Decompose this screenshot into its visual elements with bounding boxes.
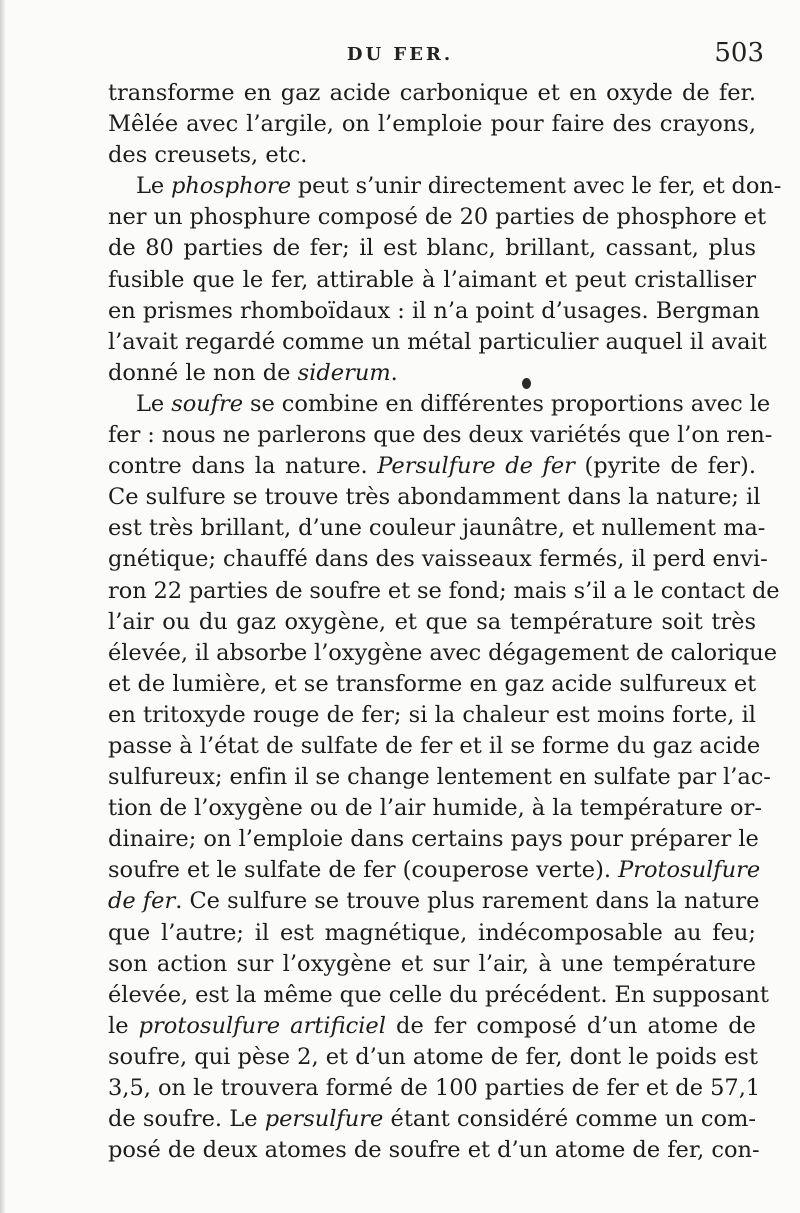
text-line xyxy=(108,1104,756,1135)
text-line xyxy=(108,140,756,171)
text-line xyxy=(108,918,756,949)
text-run: donné le non de xyxy=(108,359,298,386)
ink-speck xyxy=(522,378,531,389)
text-line xyxy=(108,607,756,638)
text-line xyxy=(108,451,756,482)
italic-term: siderum xyxy=(297,359,391,386)
text-run: que l’autre; il est magnétique, indécomposable au feu; xyxy=(108,919,756,946)
text-run: de fer composé d’un atome de xyxy=(385,1012,757,1039)
text-run: l’air ou du gaz oxygène, et que sa température soit très xyxy=(108,608,756,635)
text-run: contre dans la nature. xyxy=(108,453,378,480)
text-run: son action sur l’oxygène et sur l’air, à une température xyxy=(108,950,756,977)
italic-term: protosulfure artificiel xyxy=(138,1012,386,1039)
text-line xyxy=(108,1073,761,1104)
running-head xyxy=(0,38,800,68)
page-edge-shadow xyxy=(0,0,6,1213)
italic-term: soufre xyxy=(171,390,243,417)
text-run: en tritoxyde rouge de fer; si la chaleur est moins forte, il xyxy=(108,701,756,728)
text-line xyxy=(108,1042,756,1073)
text-line xyxy=(108,576,780,607)
text-run: élevée, il absorbe l’oxygène avec dégagement de calorique xyxy=(108,639,777,666)
text-run: transforme en gaz acide carbonique et en oxyde de fer. xyxy=(108,80,756,106)
running-title: DU FER. xyxy=(346,44,454,65)
text-run: . xyxy=(390,359,398,386)
text-run: en prismes rhomboïdaux : il n’a point d’usages. Bergman xyxy=(108,297,760,324)
text-line xyxy=(108,420,773,451)
text-line xyxy=(108,327,767,358)
text-line xyxy=(108,638,777,669)
text-line xyxy=(108,855,761,886)
text-line xyxy=(108,109,756,140)
text-line xyxy=(108,202,767,233)
text-run: est très brillant, d’une couleur jaunâtre, et nullement ma- xyxy=(108,515,766,542)
text-run: peut s’unir directement avec le fer, et don- xyxy=(291,173,782,200)
text-run: . Ce sulfure se trouve plus rarement dans la nature xyxy=(175,888,760,915)
text-line xyxy=(108,762,771,793)
text-line xyxy=(108,949,756,980)
text-run: des creusets, etc. xyxy=(108,142,308,169)
text-run: dinaire; on l’emploie dans certains pays pour préparer le xyxy=(108,826,759,853)
text-run: sulfureux; enfin il se change lentement en sulfate par l’ac- xyxy=(108,764,771,791)
text-run: élevée, est la même que celle du précédent. En supposant xyxy=(108,981,769,1008)
italic-term: de fer xyxy=(108,888,176,915)
text-run: Le xyxy=(136,173,171,200)
text-run: soufre et le sulfate de fer (couperose verte). xyxy=(108,857,619,884)
text-line xyxy=(108,793,762,824)
text-run: étant considéré comme un com- xyxy=(383,1106,756,1133)
text-line xyxy=(108,482,761,513)
text-run: de 80 parties de fer; il est blanc, brillant, cassant, plus xyxy=(108,235,756,262)
text-run: gnétique; chauffé dans des vaisseaux fermés, il perd envi- xyxy=(108,546,768,573)
text-line xyxy=(108,389,771,420)
text-run: de soufre. Le xyxy=(108,1106,265,1133)
text-line xyxy=(108,1011,756,1042)
italic-term: Protosulfure xyxy=(618,857,761,884)
text-run: l’avait regardé comme un métal particulier auquel il avait xyxy=(108,328,767,355)
text-line xyxy=(108,513,766,544)
text-run: soufre, qui pèse 2, et d’un atome de fer, dont le poids est xyxy=(108,1043,758,1070)
text-run: 3,5, on le trouvera formé de 100 parties de fer et de 57,1 xyxy=(108,1075,761,1101)
text-run: Mêlée avec l’argile, on l’emploie pour faire des crayons, xyxy=(108,111,756,138)
body-text xyxy=(108,78,782,1166)
text-line xyxy=(108,1135,760,1166)
text-line xyxy=(108,700,756,731)
text-line xyxy=(108,78,756,109)
text-run: fusible que le fer, attirable à l’aimant et peut cristalliser xyxy=(108,266,756,293)
page-number: 503 xyxy=(714,38,764,68)
text-line xyxy=(108,265,756,296)
italic-term: Persulfure de fer xyxy=(377,453,575,480)
text-run: Le xyxy=(136,390,172,417)
text-line xyxy=(108,980,769,1011)
text-run: (pyrite de fer). xyxy=(574,453,756,480)
text-run: Ce sulfure se trouve très abondamment dans la nature; il xyxy=(108,484,761,511)
text-line xyxy=(108,233,756,264)
text-run: se combine en différentes proportions avec le xyxy=(243,390,771,417)
text-line xyxy=(108,358,756,389)
text-run: ron 22 parties de soufre et se fond; mais s’il a le contact de xyxy=(108,577,780,604)
text-run: fer : nous ne parlerons que des deux variétés que l’on ren- xyxy=(108,422,773,449)
italic-term: persulfure xyxy=(264,1106,384,1133)
text-run: passe à l’état de sulfate de fer et il se forme du gaz acide xyxy=(108,732,761,759)
text-run: le xyxy=(108,1012,139,1039)
text-run: ner un phosphure composé de 20 parties de phosphore et xyxy=(108,204,767,231)
text-line xyxy=(108,669,756,700)
text-line xyxy=(108,731,761,762)
text-line xyxy=(108,886,760,917)
text-line xyxy=(108,544,768,575)
text-run: tion de l’oxygène ou de l’air humide, à la température or- xyxy=(108,795,762,822)
text-line xyxy=(108,171,782,202)
text-run: et de lumière, et se transforme en gaz acide sulfureux et xyxy=(108,670,757,697)
text-run: posé de deux atomes de soufre et d’un atome de fer, con- xyxy=(108,1137,760,1164)
text-line xyxy=(108,824,759,855)
italic-term: phosphore xyxy=(170,173,291,200)
text-line xyxy=(108,296,760,327)
